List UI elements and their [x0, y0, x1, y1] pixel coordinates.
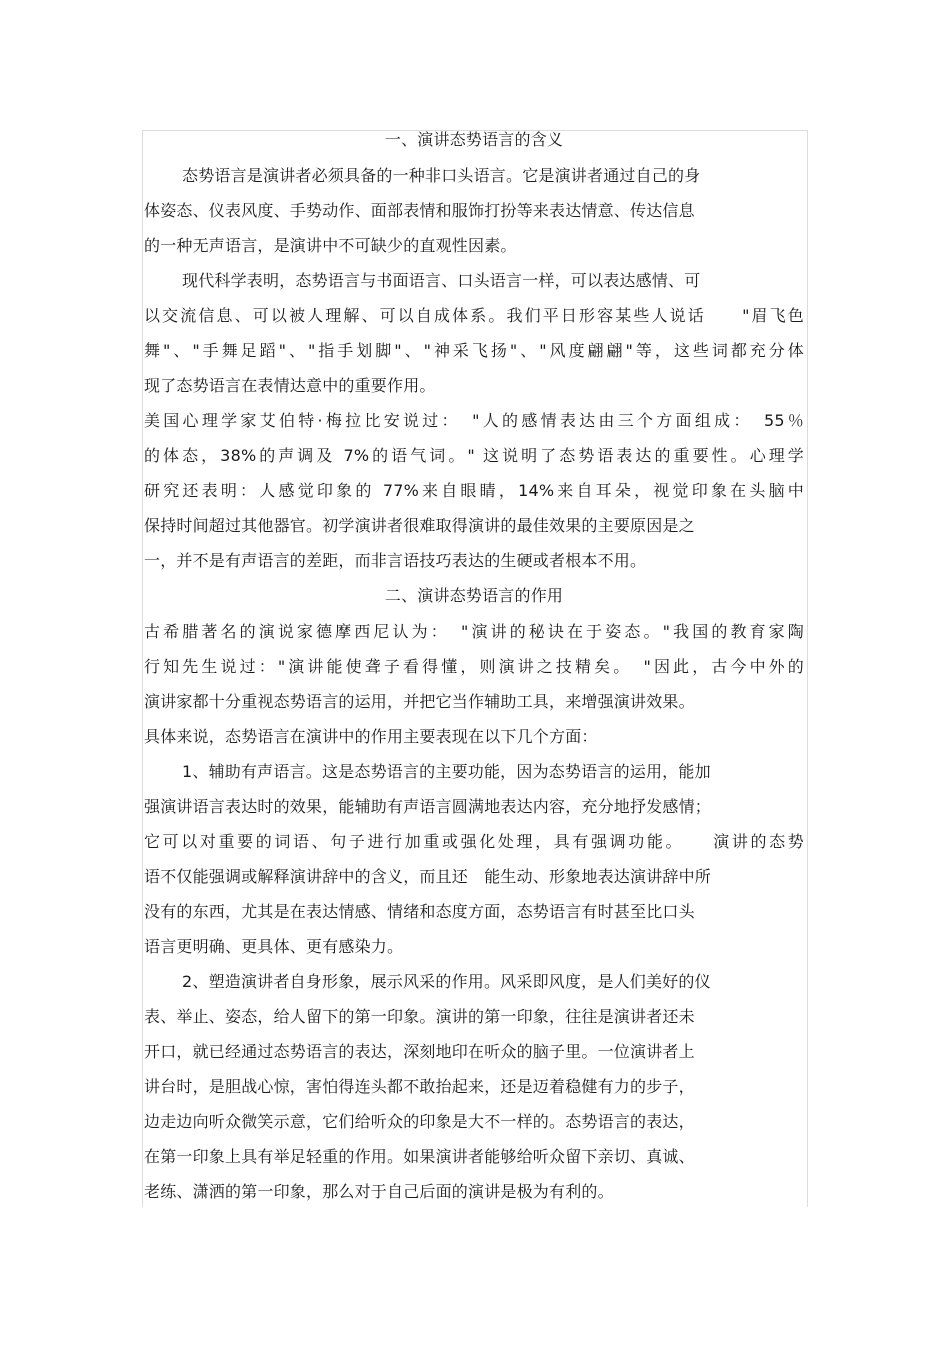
paragraph-line: 强演讲语言表达时的效果，能辅助有声语言圆满地表达内容，充分地抒发感情；: [144, 797, 712, 816]
paragraph-line: 现了态势语言在表情达意中的重要作用。: [144, 376, 436, 395]
paragraph-line: 态势语言是演讲者必须具备的一种非口头语言。它是演讲者通过自己的身: [182, 166, 701, 185]
paragraph-line: 语言更明确、更具体、更有感染力。: [144, 937, 404, 956]
paragraph-line: 开口，就已经通过态势语言的表达，深刻地印在听众的脑子里。一位演讲者上: [144, 1042, 695, 1061]
paragraph-line: 演讲家都十分重视态势语言的运用，并把它当作辅助工具，来增强演讲效果。: [144, 692, 695, 711]
paragraph-line: 研究还表明：人感觉印象的 77%来自眼睛，14%来自耳朵，视觉印象在头脑中: [144, 481, 804, 500]
paragraph-line: 的体态，38%的声调及 7%的语气词。" 这说明了态势语表达的重要性。心理学: [144, 446, 804, 465]
paragraph-line: 舞"、"手舞足蹈"、"指手划脚"、"神采飞扬"、"风度翩翩"等，这些词都充分体: [144, 341, 804, 360]
paragraph-line: 具体来说，态势语言在演讲中的作用主要表现在以下几个方面：: [144, 727, 598, 746]
paragraph-line: 体姿态、仪表风度、手势动作、面部表情和服饰打扮等来表达情意、传达信息: [144, 201, 695, 220]
paragraph-line: 边走边向听众微笑示意，它们给听众的印象是大不一样的。态势语言的表达，: [144, 1112, 695, 1131]
paragraph-line: 古希腊著名的演说家德摩西尼认为： "演讲的秘诀在于姿态。"我国的教育家陶: [144, 622, 804, 641]
paragraph-line: 在第一印象上具有举足轻重的作用。如果演讲者能够给听众留下亲切、真诚、: [144, 1147, 695, 1166]
paragraph-line: 保持时间超过其他器官。初学演讲者很难取得演讲的最佳效果的主要原因是之: [144, 516, 695, 535]
paragraph-line: 的一种无声语言，是演讲中不可缺少的直观性因素。: [144, 236, 517, 255]
paragraph-line: 美国心理学家艾伯特·梅拉比安说过： "人的感情表达由三个方面组成： 55％: [144, 411, 804, 430]
paragraph-line: 现代科学表明，态势语言与书面语言、口头语言一样，可以表达感情、可: [182, 271, 701, 290]
paragraph-line: 表、举止、姿态，给人留下的第一印象。演讲的第一印象，往往是演讲者还未: [144, 1007, 695, 1026]
paragraph-line: 老练、潇洒的第一印象，那么对于自己后面的演讲是极为有利的。: [144, 1182, 614, 1201]
paragraph-line: 讲台时，是胆战心惊，害怕得连头都不敢抬起来，还是迈着稳健有力的步子，: [144, 1077, 695, 1096]
section-heading-1: 一、演讲态势语言的含义: [384, 130, 564, 149]
paragraph-line: 它可以对重要的词语、句子进行加重或强化处理，具有强调功能。 演讲的态势: [144, 832, 804, 851]
paragraph-line: 行知先生说过："演讲能使聋子看得懂，则演讲之技精矣。 "因此，古今中外的: [144, 657, 804, 676]
paragraph-line: 一，并不是有声语言的差距，而非言语技巧表达的生硬或者根本不用。: [144, 551, 647, 570]
paragraph-line: 语不仅能强调或解释演讲辞中的含义，而且还 能生动、形象地表达演讲辞中所: [144, 867, 712, 886]
paragraph-line: 以交流信息、可以被人理解、可以自成体系。我们平日形容某些人说话 "眉飞色: [144, 306, 804, 325]
paragraph-line: 没有的东西，尤其是在表达情感、情绪和态度方面，态势语言有时甚至比口头: [144, 902, 695, 921]
paragraph-line: 1、辅助有声语言。这是态势语言的主要功能，因为态势语言的运用，能加: [182, 762, 711, 781]
section-heading-2: 二、演讲态势语言的作用: [384, 586, 564, 605]
paragraph-line: 2、塑造演讲者自身形象，展示风采的作用。风采即风度，是人们美好的仪: [182, 972, 711, 991]
